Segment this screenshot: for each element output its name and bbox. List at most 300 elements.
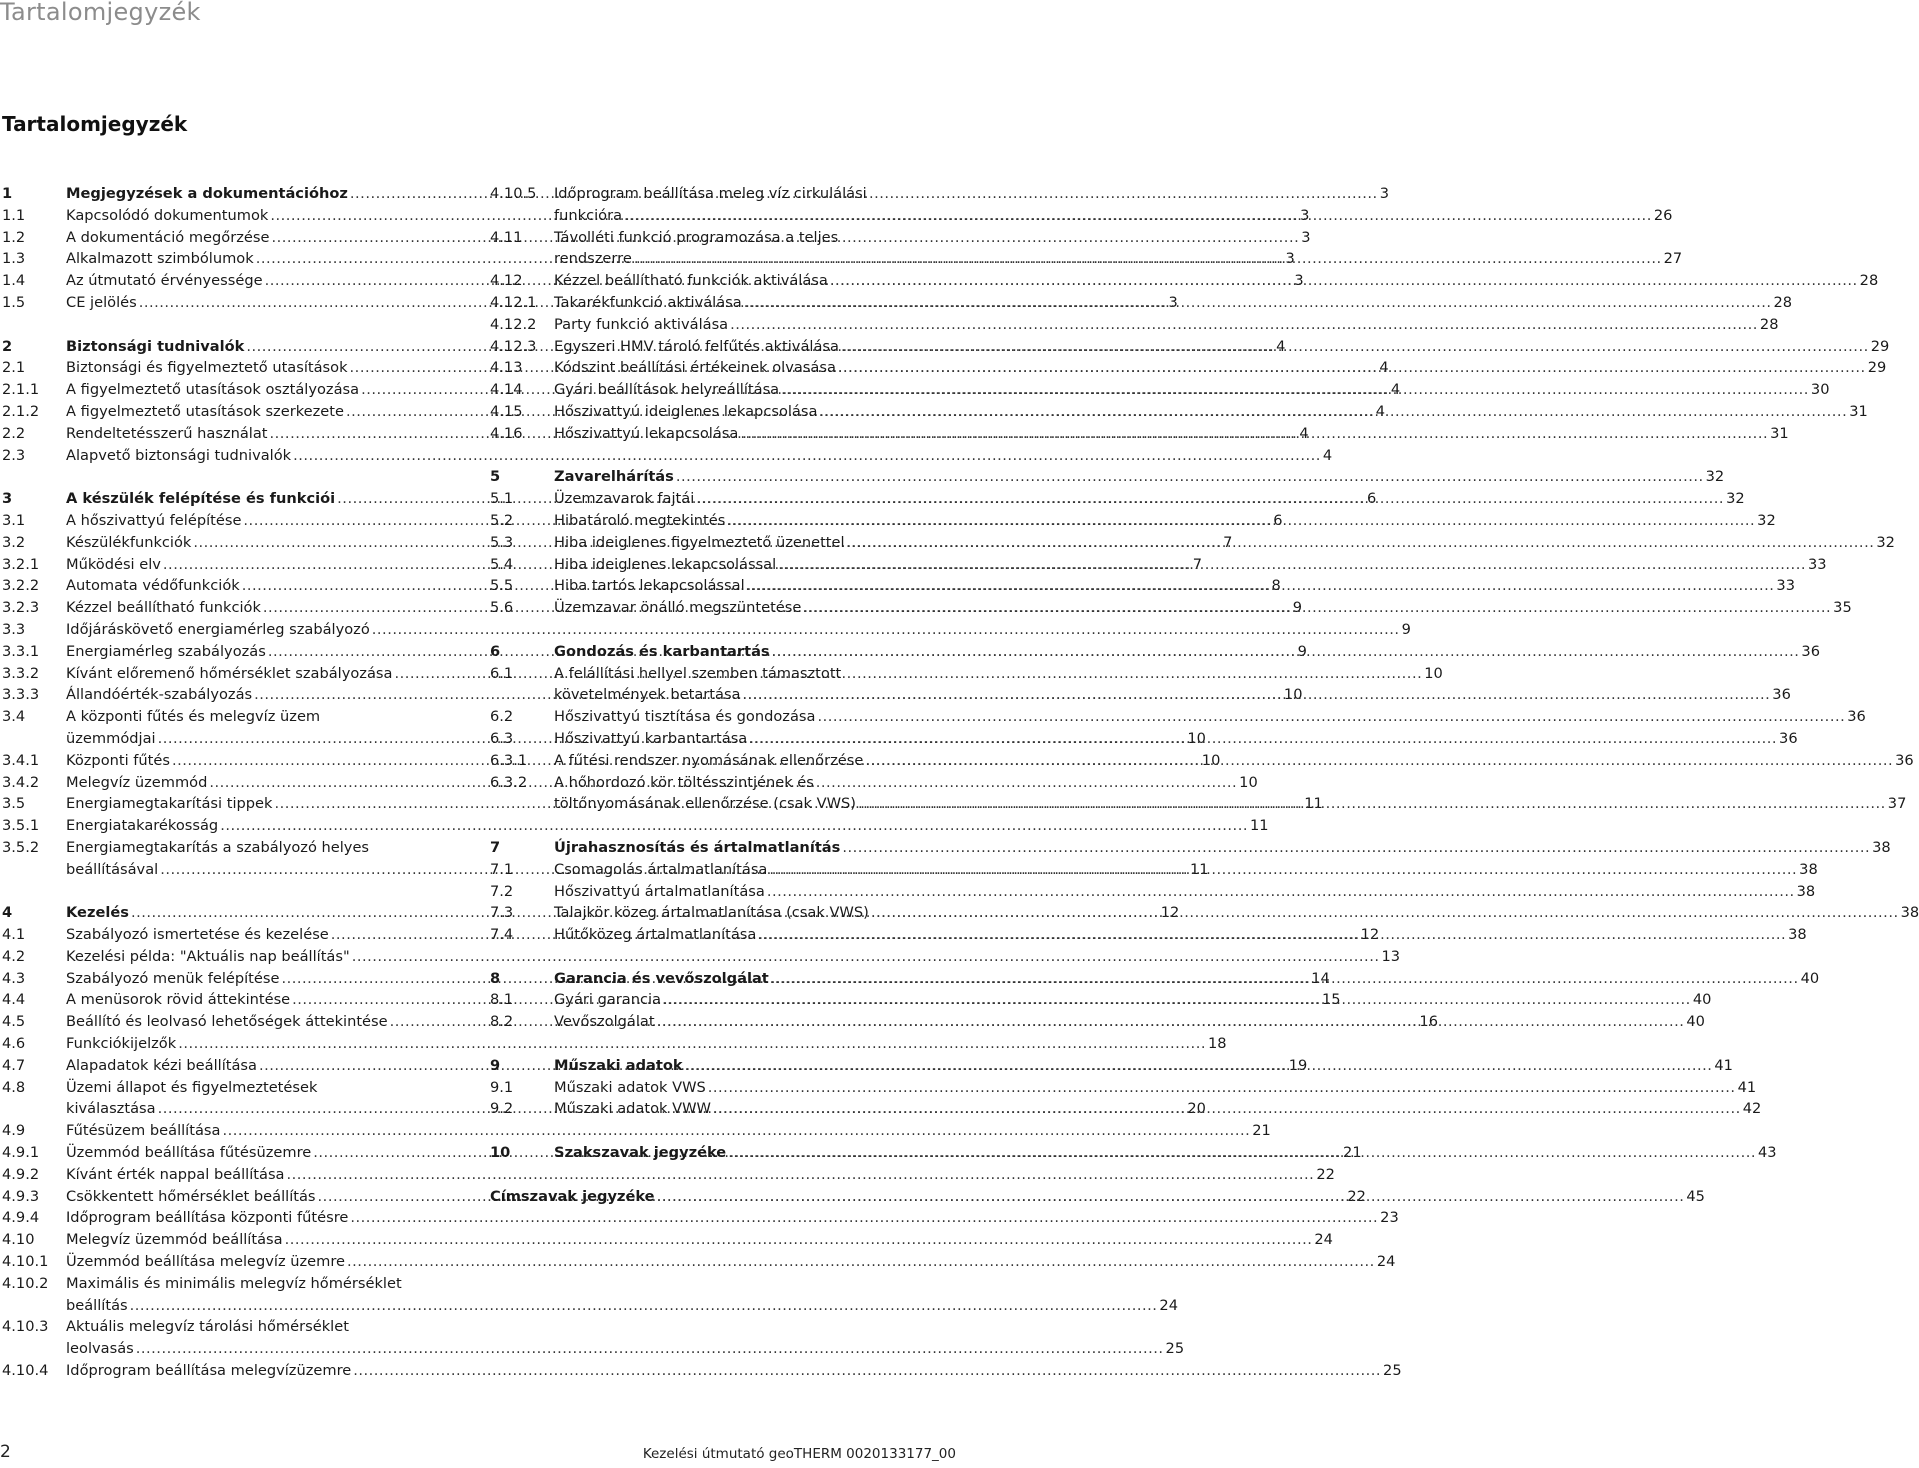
toc-entry-title: Alapvető biztonsági tudnivalók (66, 446, 292, 464)
toc-entry-title: Gyári beállítások helyreállítása (554, 381, 780, 399)
toc-entry-number: 4.12.3 (490, 337, 537, 355)
toc-entry-title: A felállítási hellyel szemben támasztott (554, 664, 842, 682)
toc-entry[interactable] (490, 401, 1868, 423)
toc-entry-page: 11 (1304, 795, 1323, 813)
toc-dot-leader (871, 902, 1899, 924)
toc-entry-page: 36 (1801, 642, 1820, 660)
running-title: Tartalomjegyzék (0, 0, 201, 26)
toc-spacer (2, 466, 468, 488)
toc-entry-page: 32 (1726, 490, 1745, 508)
toc-entry-page: 28 (1759, 315, 1779, 333)
toc-entry-number: 4.8 (2, 1078, 26, 1096)
toc-entry[interactable] (490, 575, 1795, 597)
toc-entry[interactable] (490, 336, 1890, 358)
toc-entry-title: Kapcsolódó dokumentumok (66, 206, 269, 224)
toc-entry-page: 31 (1770, 424, 1789, 442)
toc-dot-leader (744, 292, 1772, 314)
toc-entry-title: A központi fűtés és melegvíz üzem (66, 708, 321, 726)
toc-entry[interactable] (490, 488, 1745, 510)
toc-entry-title: követelmények betartása (554, 686, 741, 704)
toc-entry-page: 9 (1292, 599, 1303, 617)
toc-entry[interactable] (490, 270, 1879, 292)
toc-entry-page: 38 (1900, 904, 1919, 922)
toc-entry[interactable] (490, 183, 1673, 227)
toc-entry-title: CE jelölés (66, 293, 137, 311)
toc-entry-page: 24 (1376, 1253, 1396, 1271)
toc-entry-title: Hibatároló megtekintés (554, 511, 726, 529)
toc-entry-page: 29 (1867, 359, 1887, 377)
toc-entry-title: Hűtőközeg ártalmatlanítása (554, 926, 757, 944)
toc-dot-leader (778, 554, 1806, 576)
toc-entry-title: rendszerre (554, 250, 632, 268)
toc-entry-page: 7 (1192, 555, 1203, 573)
toc-entry[interactable] (490, 314, 1779, 336)
toc-entry-number: 6.2 (490, 708, 514, 726)
toc-entry-page: 6 (1273, 511, 1283, 529)
toc-spacer (490, 1164, 958, 1186)
toc-spacer (490, 619, 958, 641)
toc-dot-leader (858, 793, 1886, 815)
toc-entry-title: Aktuális melegvíz tárolási hőmérséklet (66, 1318, 349, 1336)
toc-entry-title: Üzemzavar önálló megszüntetése (554, 599, 802, 617)
toc-entry-number: 5 (490, 468, 501, 486)
toc-entry-page: 37 (1887, 795, 1907, 813)
toc-entry-page: 32 (1705, 468, 1725, 486)
toc-entry[interactable] (490, 597, 1852, 619)
toc-entry-number: 3.2.3 (2, 599, 40, 617)
toc-entry-title: Party funkció aktiválása (554, 315, 729, 333)
toc-entry-number: 2.1.2 (2, 402, 40, 420)
toc-entry-number: 3.2 (2, 533, 26, 551)
toc-entry-number: 3.5 (2, 795, 26, 813)
toc-entry[interactable] (2, 1229, 1333, 1251)
toc-entry-page: 29 (1870, 337, 1890, 355)
toc-entry-title: funkcióra (554, 206, 623, 224)
toc-entry[interactable] (490, 706, 1866, 728)
toc-entry-page: 36 (1779, 729, 1798, 747)
toc-entry-number: 2.1.1 (2, 381, 40, 399)
toc-entry[interactable] (2, 1033, 1227, 1055)
toc-entry-number: 7.1 (490, 860, 514, 878)
toc-entry-title: Műszaki adatok VWS (554, 1078, 706, 1096)
toc-entry-number: 4.4 (2, 991, 26, 1009)
toc-entry-title: Takarékfunkció aktiválása (554, 293, 742, 311)
toc-dot-leader (353, 1360, 1381, 1382)
toc-dot-leader (728, 1142, 1756, 1164)
toc-entry-number: 6.1 (490, 664, 514, 682)
toc-dot-leader (136, 1338, 1164, 1360)
toc-entry-title: Energiatakarékosság (66, 817, 219, 835)
toc-entry-title: Hiba tartós lekapcsolással (554, 577, 745, 595)
toc-entry-page: 30 (1810, 381, 1830, 399)
toc-entry[interactable] (490, 423, 1789, 445)
toc-entry-title: Üzemmód beállítása melegvíz üzemre (66, 1253, 346, 1271)
toc-entry-page: 28 (1859, 272, 1879, 290)
toc-entry-number: 8.2 (490, 1013, 514, 1031)
toc-entry-title: Hiba ideiglenes figyelmeztető üzenettel (554, 533, 845, 551)
toc-entry-number: 4.2 (2, 947, 26, 965)
toc-dot-leader (696, 488, 1724, 510)
toc-entry-title: Beállító és leolvasó lehetőségek áttekintése (66, 1013, 388, 1031)
toc-entry-number: 2 (2, 337, 13, 355)
toc-entry-number: 4.10.2 (2, 1274, 49, 1292)
toc-entry-page: 11 (1190, 860, 1209, 878)
toc-entry-number: 1.3 (2, 250, 26, 268)
toc-entry-number: 4.10.4 (2, 1362, 49, 1380)
toc-entry-title: A menüsorok rövid áttekintése (66, 991, 291, 1009)
toc-entry-number: 4.12 (490, 272, 523, 290)
toc-entry-title: Alkalmazott szimbólumok (66, 250, 254, 268)
toc-entry-page: 4 (1299, 424, 1309, 442)
toc-entry-page: 9 (1297, 642, 1307, 660)
toc-entry-title: Maximális és minimális melegvíz hőmérséklet (66, 1274, 402, 1292)
toc-entry-page: 43 (1758, 1144, 1777, 1162)
toc-entry-number: 4 (2, 904, 13, 922)
toc-entry-page: 14 (1311, 969, 1330, 987)
toc-entry-title: Energiamegtakarítási tippek (66, 795, 273, 813)
toc-entry-title: A figyelmeztető utasítások osztályozása (66, 381, 360, 399)
toc-entry-page: 24 (1159, 1296, 1178, 1314)
toc-entry-title: Egyszeri HMV tároló felfűtés aktiválása (554, 337, 839, 355)
toc-entry-page: 45 (1686, 1187, 1705, 1205)
toc-dot-leader (817, 706, 1845, 728)
toc-dot-leader (130, 1295, 1158, 1317)
toc-entry-number: 4.12.2 (490, 315, 537, 333)
toc-entry-page: 40 (1800, 969, 1820, 987)
toc-entry-page: 9 (1401, 620, 1411, 638)
toc-entry-number: 4.6 (2, 1035, 26, 1053)
toc-entry-title: beállításával (66, 860, 159, 878)
toc-entry-title: A fűtési rendszer nyomásának ellenőrzése (554, 751, 864, 769)
toc-entry-title: Talajkör közeg ártalmatlanítása (csak VWS) (554, 904, 869, 922)
toc-entry-number: 3.2.1 (2, 555, 40, 573)
toc-entry-number: 5.1 (490, 490, 514, 508)
toc-entry-number: 6.3.1 (490, 751, 528, 769)
toc-entry[interactable] (2, 815, 1269, 837)
toc-entry-page: 36 (1772, 686, 1791, 704)
toc-entry-number: 4.16 (490, 424, 523, 442)
toc-entry-page: 11 (1249, 817, 1269, 835)
toc-entry-title: Központi fűtés (66, 751, 170, 769)
toc-entry[interactable] (2, 1360, 1402, 1382)
toc-entry-title: Az útmutató érvényessége (66, 272, 263, 290)
toc-entry-number: 7 (490, 838, 501, 856)
toc-entry-number: 4.9.2 (2, 1165, 40, 1183)
toc-dot-leader (865, 750, 1893, 772)
toc-entry-number: 3.3 (2, 620, 26, 638)
toc-entry-number: 3 (2, 490, 13, 508)
toc-entry-page: 16 (1419, 1013, 1438, 1031)
toc-entry-number: 9 (490, 1056, 501, 1074)
toc-entry[interactable] (490, 554, 1827, 576)
toc-entry-page: 4 (1390, 381, 1401, 399)
toc-dot-leader (657, 1011, 1685, 1033)
toc-dot-leader (730, 314, 1758, 336)
toc-entry-number: 4.9 (2, 1122, 26, 1140)
toc-entry-number: 3.5.1 (2, 817, 40, 835)
toc-entry-number: 6.3.2 (490, 773, 528, 791)
toc-entry-number: 4.3 (2, 969, 26, 987)
toc-entry-page: 13 (1381, 947, 1401, 965)
toc-entry-page: 31 (1849, 402, 1868, 420)
toc-entry-title: A hőszivattyú felépítése (66, 511, 242, 529)
toc-dot-leader (663, 989, 1691, 1011)
toc-entry-page: 3 (1294, 272, 1304, 290)
toc-spacer (490, 815, 958, 837)
toc-entry[interactable] (2, 1316, 1185, 1360)
toc-dot-leader (749, 728, 1777, 750)
toc-spacer (490, 1120, 958, 1142)
toc-entry-page: 10 (1424, 664, 1443, 682)
toc-entry-number: 5.5 (490, 577, 514, 595)
toc-entry[interactable] (490, 357, 1887, 379)
toc-entry-title: Újrahasznosítás és ártalmatlanítás (554, 838, 841, 856)
toc-chapter-entry[interactable] (490, 466, 1725, 488)
toc-entry-number: 4.15 (490, 402, 523, 420)
toc-entry-page: 26 (1653, 206, 1673, 224)
toc-entry-page: 15 (1321, 991, 1341, 1009)
toc-entry-title: Hiba ideiglenes lekapcsolással (554, 555, 777, 573)
toc-entry-title: Rendeltetésszerű használat (66, 424, 268, 442)
toc-entry-number: 4.1 (2, 926, 26, 944)
toc-entry-page: 41 (1714, 1056, 1733, 1074)
toc-entry-title: Hőszivattyú tisztítása és gondozása (554, 708, 816, 726)
toc-entry-number: 2.2 (2, 424, 26, 442)
toc-dot-leader (685, 1055, 1713, 1077)
toc-dot-leader (767, 881, 1795, 903)
toc-entry-page: 23 (1380, 1209, 1399, 1227)
toc-entry-title: Távolléti funkció programozása a teljes (554, 228, 839, 246)
toc-entry-number: 5.4 (490, 555, 514, 573)
toc-entry-title: Automata védőfunkciók (66, 577, 240, 595)
toc-entry-page: 4 (1379, 359, 1389, 377)
toc-entry-title: Kézzel beállítható funkciók (66, 599, 261, 617)
toc-entry-title: Energiamérleg szabályozás (66, 642, 266, 660)
toc-entry-page: 21 (1343, 1144, 1362, 1162)
toc-entry-page: 24 (1314, 1231, 1333, 1249)
toc-entry-page: 36 (1895, 751, 1914, 769)
toc-entry-page: 41 (1737, 1078, 1757, 1096)
toc-entry-title: Melegvíz üzemmód beállítása (66, 1231, 283, 1249)
toc-entry-number: 9.2 (490, 1100, 514, 1118)
toc-dot-leader (727, 510, 1755, 532)
toc-entry-title: Vevőszolgálat (554, 1013, 655, 1031)
toc-entry-page: 22 (1347, 1187, 1366, 1205)
toc-entry-page: 36 (1847, 708, 1866, 726)
toc-entry-number: 3.3.3 (2, 686, 40, 704)
toc-entry-title: Energiamegtakarítás a szabályozó helyes (66, 838, 370, 856)
toc-entry-page: 4 (1322, 446, 1333, 464)
toc-entry-number: 4.9.1 (2, 1144, 40, 1162)
toc-entry[interactable] (2, 1251, 1396, 1273)
toc-entry-page: 40 (1692, 991, 1712, 1009)
toc-entry-title: A figyelmeztető utasítások szerkezete (66, 402, 344, 420)
toc-entry-page: 27 (1663, 250, 1683, 268)
toc-entry[interactable] (490, 881, 1816, 903)
toc-entry-page: 40 (1686, 1013, 1705, 1031)
toc-dot-leader (838, 357, 1866, 379)
toc-entry-page: 12 (1360, 926, 1380, 944)
toc-dot-leader (769, 859, 1797, 881)
toc-entry-title: Állandóérték-szabályozás (66, 686, 253, 704)
toc-entry-title: Címszavak jegyzéke (490, 1187, 655, 1205)
toc-entry[interactable] (490, 510, 1776, 532)
toc-entry-title: Funkciókijelzők (66, 1035, 177, 1053)
toc-entry[interactable] (2, 1120, 1271, 1142)
toc-entry[interactable] (490, 1077, 1757, 1099)
toc-entry[interactable] (2, 445, 1333, 467)
toc-entry-title: Gondozás és karbantartás (554, 642, 770, 660)
toc-entry-title: Kívánt érték nappal beállítása (66, 1165, 285, 1183)
toc-dot-leader (713, 1098, 1741, 1120)
toc-entry-page: 6 (1366, 490, 1377, 508)
toc-chapter-entry[interactable] (490, 837, 1891, 859)
toc-entry[interactable] (490, 227, 1683, 271)
toc-entry-title: Kódszint beállítási értékeinek olvasása (554, 359, 836, 377)
toc-entry-number: 2.1 (2, 359, 26, 377)
toc-spacer (2, 314, 468, 336)
toc-spacer (2, 881, 468, 903)
toc-entry[interactable] (2, 1273, 1178, 1317)
toc-entry-number: 4.14 (490, 381, 523, 399)
toc-entry[interactable] (490, 379, 1830, 401)
toc-dot-leader (634, 248, 1662, 270)
toc-entry-title: Szakszavak jegyzéke (554, 1144, 727, 1162)
toc-entry-number: 3.1 (2, 511, 26, 529)
toc-dot-leader (624, 205, 1652, 227)
toc-entry-title: Garancia és vevőszolgálat (554, 969, 769, 987)
toc-entry-number: 8 (490, 969, 501, 987)
toc-entry-title: Kezelési példa: "Aktuális nap beállítás" (66, 947, 350, 965)
toc-entry-page: 8 (1271, 577, 1281, 595)
toc-entry-page: 10 (1239, 773, 1258, 791)
toc-entry[interactable] (490, 292, 1793, 314)
toc-entry-title: A készülék felépítése és funkciói (66, 490, 336, 508)
toc-entry-title: kiválasztása (66, 1100, 156, 1118)
toc-dot-leader (781, 379, 1809, 401)
toc-entry-page: 20 (1187, 1100, 1206, 1118)
toc-entry-title: Időjáráskövető energiamérleg szabályozó (66, 620, 370, 638)
toc-entry-title: Üzemi állapot és figyelmeztetések (66, 1078, 318, 1096)
toc-entry-page: 3 (1285, 250, 1295, 268)
toc-entry-page: 38 (1796, 882, 1816, 900)
toc-entry-number: 1.1 (2, 206, 26, 224)
toc-dot-leader (676, 466, 1704, 488)
toc-entry-page: 12 (1160, 904, 1180, 922)
toc-dot-leader (285, 1229, 1313, 1251)
toc-entry-number: 7.2 (490, 882, 514, 900)
toc-entry-title: Időprogram beállítása melegvízüzemre (66, 1362, 352, 1380)
toc-entry[interactable] (2, 619, 1411, 641)
toc-entry[interactable] (490, 532, 1895, 554)
toc-entry-number: 9.1 (490, 1078, 514, 1096)
toc-dot-leader (771, 968, 1799, 990)
toc-entry-title: Időprogram beállítása meleg víz cirkulálási (554, 185, 867, 202)
toc-entry-page: 10 (1187, 729, 1206, 747)
toc-entry-number: 4.10 (2, 1231, 35, 1249)
toc-entry-number: 4.12.1 (490, 293, 537, 311)
toc-spacer (490, 946, 958, 968)
toc-entry-number: 7.3 (490, 904, 514, 922)
toc-entry-title: Üzemzavarok fajtái (554, 490, 695, 508)
toc-chapter-entry[interactable] (490, 641, 1820, 663)
toc-dot-leader (740, 423, 1768, 445)
toc-entry-page: 32 (1757, 511, 1776, 529)
toc-entry-title: Hőszivattyú lekapcsolása (554, 424, 739, 442)
toc-entry-number: 4.9.4 (2, 1209, 40, 1227)
toc-entry-page: 3 (1301, 228, 1311, 246)
toc-entry-title: Csomagolás ártalmatlanítása (554, 860, 768, 878)
toc-dot-leader (830, 270, 1858, 292)
toc-entry-number: 10 (490, 1144, 511, 1162)
toc-entry-title: Zavarelhárítás (554, 468, 674, 486)
toc-entry-title: Kívánt előremenő hőmérséklet szabályozása (66, 664, 393, 682)
toc-entry-page: 33 (1776, 577, 1795, 595)
toc-entry-page: 38 (1788, 926, 1807, 944)
toc-entry-number: 3.4.1 (2, 751, 40, 769)
toc-entry-number: 3.3.1 (2, 642, 40, 660)
toc-entry-page: 7 (1223, 533, 1233, 551)
toc-entry-title: Hőszivattyú ideiglenes lekapcsolása (554, 402, 818, 420)
toc-entry-number: 1.5 (2, 293, 26, 311)
toc-entry-number: 3.4 (2, 708, 26, 726)
toc-entry[interactable] (2, 1164, 1335, 1186)
toc-entry-title: Melegvíz üzemmód (66, 773, 208, 791)
toc-entry-title: Hőszivattyú karbantartása (554, 729, 748, 747)
toc-entry-page: 4 (1375, 402, 1386, 420)
toc-entry-title: Működési elv (66, 555, 161, 573)
toc-entry-title: Kézzel beállítható funkciók aktiválása (554, 272, 828, 290)
toc-entry-number: 6 (490, 642, 501, 660)
toc-spacer (490, 1033, 958, 1055)
page-title: Tartalomjegyzék (2, 112, 188, 136)
toc-entry-page: 38 (1872, 838, 1891, 856)
toc-entry-number: 4.5 (2, 1013, 26, 1031)
toc-entry-number: 5.6 (490, 599, 514, 617)
toc-entry-number: 8.1 (490, 991, 514, 1009)
toc-entry-page: 19 (1288, 1056, 1308, 1074)
toc-entry-title: Hőszivattyú ártalmatlanítása (554, 882, 765, 900)
toc-dot-leader (772, 641, 1800, 663)
toc-entry-page: 10 (1283, 686, 1303, 704)
toc-entry-page: 4 (1276, 337, 1286, 355)
toc-entry[interactable] (2, 946, 1401, 968)
toc-entry-title: Csökkentett hőmérséklet beállítás (66, 1187, 316, 1205)
toc-entry-number: 1 (2, 185, 13, 202)
toc-entry-title: Készülékfunkciók (66, 533, 192, 551)
footer-page-number: 2 (0, 1442, 11, 1462)
toc-entry-page: 38 (1799, 860, 1818, 878)
toc-entry-number: 3.2.2 (2, 577, 40, 595)
toc-entry-number: 4.11 (490, 228, 523, 246)
toc-entry-title: A dokumentáció megőrzése (66, 228, 270, 246)
toc-entry-page: 42 (1742, 1100, 1762, 1118)
toc-entry-number: 1.2 (2, 228, 26, 246)
toc-entry-title: Alapadatok kézi beállítása (66, 1056, 257, 1074)
toc-entry-number: 4.10.5 (490, 185, 537, 202)
toc-dot-leader (803, 597, 1831, 619)
toc-entry-page: 3 (1168, 293, 1178, 311)
toc-entry-title: Biztonsági tudnivalók (66, 337, 245, 355)
toc-entry-title: Műszaki adatok VWW (554, 1100, 711, 1118)
toc-entry-title: Szabályozó menük felépítése (66, 969, 280, 987)
footer-document-id: Kezelési útmutató geoTHERM 0020133177_00 (642, 1446, 956, 1462)
toc-entry-number: 4.9.3 (2, 1187, 40, 1205)
toc-entry[interactable] (2, 1207, 1399, 1229)
toc-dot-leader (747, 575, 1775, 597)
toc-entry-number: 3.4.2 (2, 773, 40, 791)
toc-entry-title: A hőhordozó kör töltésszintjének és (554, 773, 814, 791)
